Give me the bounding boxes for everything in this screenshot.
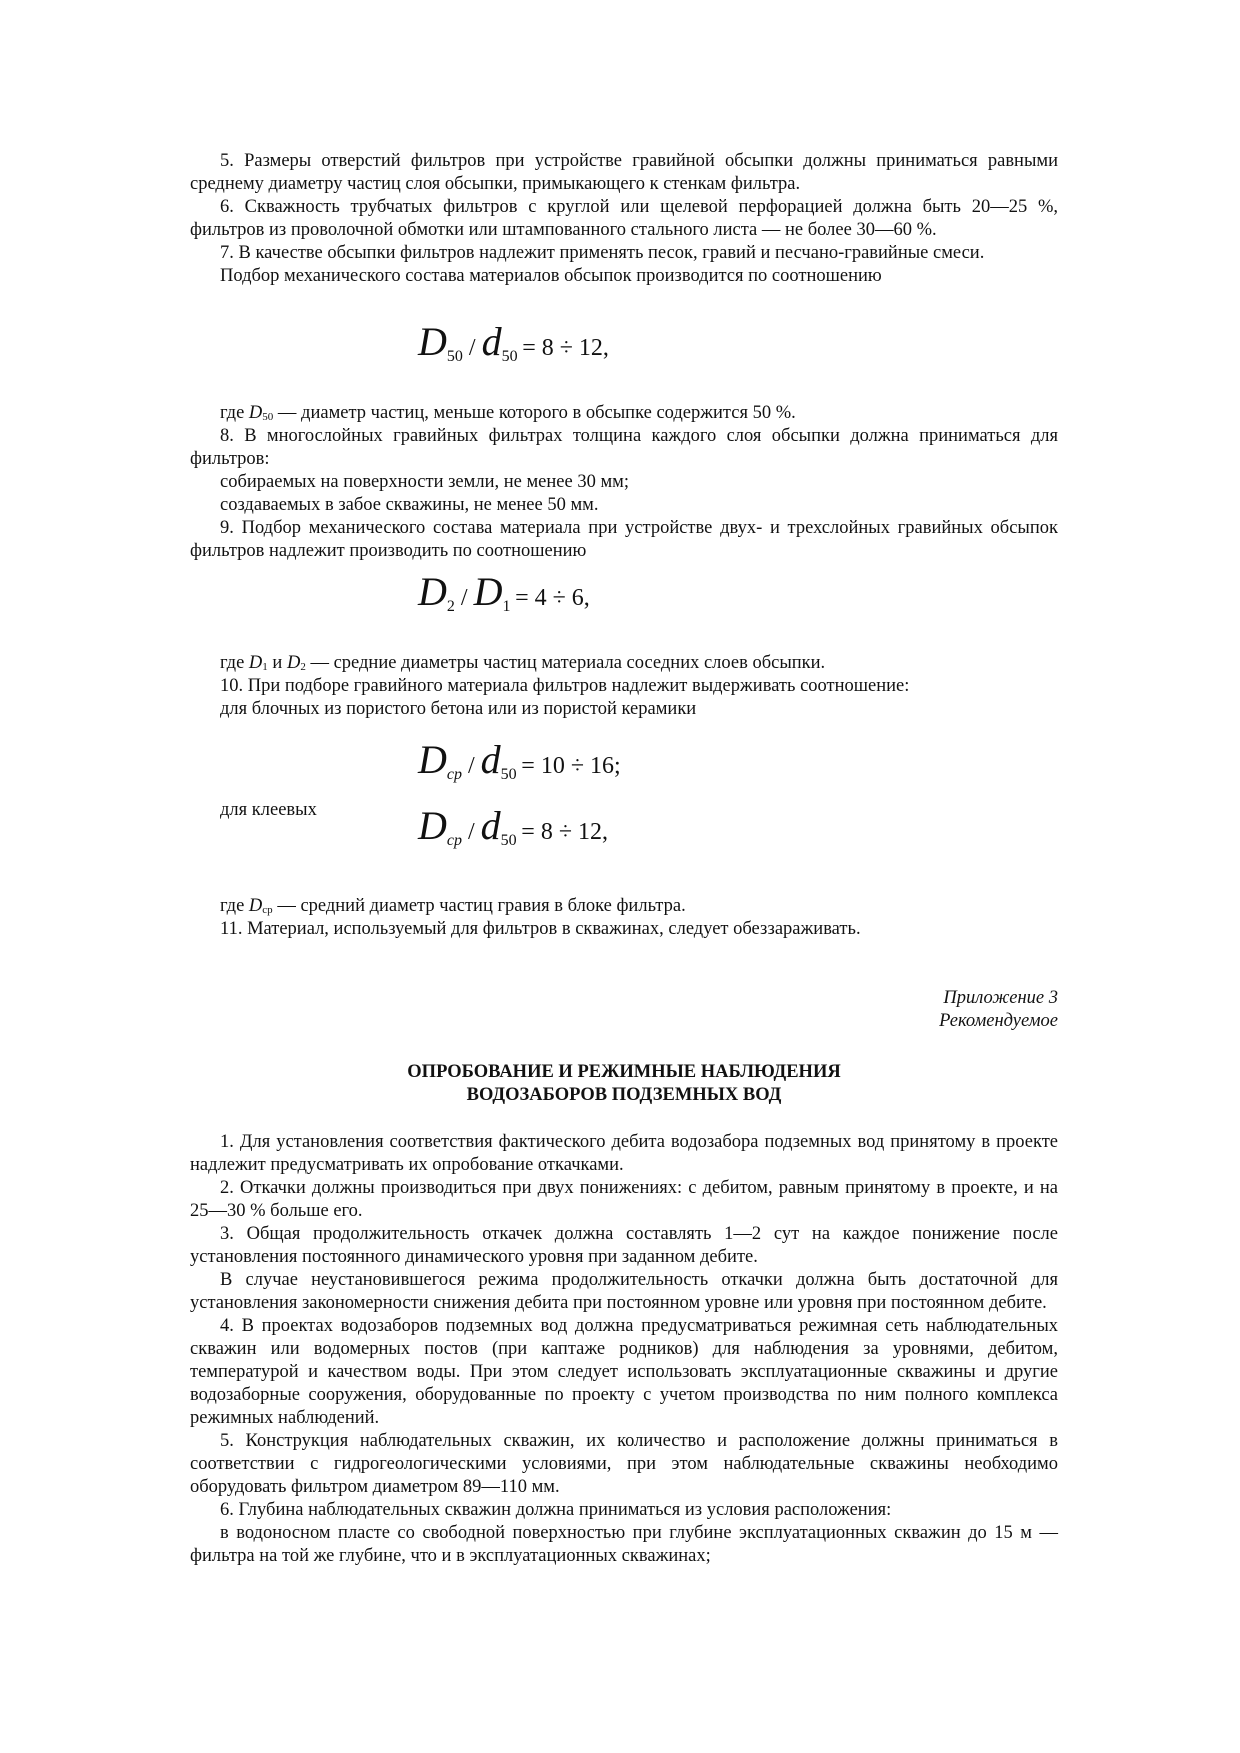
paragraph-item-7b: Подбор механического состава материалов обсыпок производится по соотношению xyxy=(220,266,882,286)
paragraph-item-10a: для блочных из пористого бетона или из пористой керамики xyxy=(220,699,697,719)
paragraph-item-10b: для клеевых xyxy=(220,800,317,820)
heading-line-2: ВОДОЗАБОРОВ ПОДЗЕМНЫХ ВОД xyxy=(466,1085,782,1105)
definition-text: — диаметр частиц, меньше которого в обсыпке содержится 50 %. xyxy=(273,403,796,423)
paragraph-item-6: 6. Скважность трубчатых фильтров с круглой или щелевой перфорацией должна быть 20—25 %, фильтров из проволочной обмотки или штампованного стального листа — не более 30—60 %. xyxy=(190,197,1058,240)
formula-symbol: D xyxy=(418,737,447,782)
formula-subscript: 1 xyxy=(502,598,511,615)
formula-subscript: ср xyxy=(446,832,462,849)
definition-d50 xyxy=(190,402,1058,425)
items-block-3 xyxy=(190,652,1058,721)
text-and: и xyxy=(267,653,287,673)
formula-subscript: 50 xyxy=(500,832,517,849)
paragraph-item-5: 5. Размеры отверстий фильтров при устройстве гравийной обсыпки должны приниматься равными среднему диаметру частиц слоя обсыпки, примыкающего к стенкам фильтра. xyxy=(190,151,1058,194)
section-item-5: 5. Конструкция наблюдательных скважин, их количество и расположение должны приниматься в соответствии с гидрогеологическими условиями, при этом наблюдательные скважины необходимо оборудовать фильтром диаметром 89—110 мм. xyxy=(190,1431,1058,1497)
section-item-3: 3. Общая продолжительность откачек должна составлять 1—2 сут на каждое понижение после установления постоянного динамического уровня при заданном дебите. xyxy=(190,1224,1058,1267)
section-item-3b: В случае неустановившегося режима продолжительность откачки должна быть достаточной для установления закономерности снижения дебита при постоянном уровне или уровня при постоянном дебите. xyxy=(190,1270,1058,1313)
appendix-status: Рекомендуемое xyxy=(939,1011,1058,1031)
section-heading xyxy=(190,1061,1058,1107)
paragraph-item-9: 9. Подбор механического состава материала при устройстве двух- и трехслойных гравийных обсыпок фильтров надлежит производить по соотношению xyxy=(190,518,1058,561)
section-item-4: 4. В проектах водозаборов подземных вод должна предусматриваться режимная сеть наблюдательных скважин или водомерных постов (при каптаже родников) для наблюдения за уровнями, дебитом, температурой и качеством воды. При этом следует использовать эксплуатационные скважины и другие водозаборные сооружения, оборудованные по проекту с учетом производства по ним полного комплекса режимных наблюдений. xyxy=(190,1316,1058,1428)
section-body xyxy=(190,1131,1058,1568)
formula-subscript: 50 xyxy=(446,348,463,365)
formula-symbol: d xyxy=(480,737,501,782)
formula-symbol: D xyxy=(418,569,447,614)
paragraph-item-7: 7. В качестве обсыпки фильтров надлежит применять песок, гравий и песчано-гравийные смеси. xyxy=(220,243,985,263)
items-block-4 xyxy=(190,895,1058,941)
symbol-d: D xyxy=(248,403,263,423)
items-block-1 xyxy=(190,150,1058,288)
formula-rhs: = 10 ÷ 16; xyxy=(521,753,621,779)
formula-subscript: 50 xyxy=(500,766,517,783)
section-item-1: 1. Для установления соответствия фактического дебита водозабора подземных вод принятому в проекте надлежит предусматривать их опробование откачками. xyxy=(190,1132,1058,1175)
heading-line-1: ОПРОБОВАНИЕ И РЕЖИМНЫЕ НАБЛЮДЕНИЯ xyxy=(407,1062,841,1082)
formula-slash: / xyxy=(460,585,468,611)
subscript: 1 xyxy=(262,661,268,673)
formula-3 xyxy=(418,737,621,786)
paragraph-item-8b: создаваемых в забое скважины, не менее 50 мм. xyxy=(220,495,599,515)
text-where: где xyxy=(220,896,249,916)
formula-rhs: = 4 ÷ 6, xyxy=(515,585,590,611)
formula-1 xyxy=(418,319,609,368)
formula-slash: / xyxy=(468,753,475,779)
subscript: ср xyxy=(262,904,273,916)
paragraph-item-8a: собираемых на поверхности земли, не менее 30 мм; xyxy=(220,472,630,492)
formula-slash: / xyxy=(468,335,476,361)
formula-symbol: D xyxy=(473,569,503,614)
subscript: 50 xyxy=(262,411,274,423)
formula-rhs: = 8 ÷ 12, xyxy=(522,335,609,361)
definition-dcp xyxy=(190,895,1058,918)
appendix-title: Приложение 3 xyxy=(943,988,1058,1008)
paragraph-item-11: 11. Материал, используемый для фильтров в скважинах, следует обеззараживать. xyxy=(220,919,861,939)
definition-d1-d2 xyxy=(190,652,1058,675)
formula-subscript: 50 xyxy=(501,348,518,365)
section-item-6a: в водоносном пласте со свободной поверхностью при глубине эксплуатационных скважин до 15 м — фильтра на той же глубине, что и в эксплуатационных скважинах; xyxy=(190,1523,1058,1566)
paragraph-item-10: 10. При подборе гравийного материала фильтров надлежит выдерживать соотношение: xyxy=(220,676,910,696)
subscript: 2 xyxy=(300,661,306,673)
text-where: где xyxy=(220,403,249,423)
symbol-d: D xyxy=(286,653,301,673)
formula-subscript: ср xyxy=(446,766,462,783)
formula-rhs: = 8 ÷ 12, xyxy=(521,819,609,845)
formula-symbol: D xyxy=(418,803,447,848)
paragraph-item-8: 8. В многослойных гравийных фильтрах толщина каждого слоя обсыпки должна приниматься для фильтров: xyxy=(190,426,1058,469)
section-item-2: 2. Откачки должны производиться при двух понижениях: с дебитом, равным принятому в проекте, и на 25—30 % больше его. xyxy=(190,1178,1058,1221)
symbol-d: D xyxy=(248,653,263,673)
definition-text: — средний диаметр частиц гравия в блоке фильтра. xyxy=(272,896,686,916)
items-block-2 xyxy=(190,402,1058,563)
appendix-label xyxy=(939,987,1058,1033)
formula-subscript: 2 xyxy=(446,598,455,615)
section-item-6: 6. Глубина наблюдательных скважин должна приниматься из условия расположения: xyxy=(220,1500,892,1520)
formula-4 xyxy=(418,803,609,852)
definition-text: — средние диаметры частиц материала соседних слоев обсыпки. xyxy=(305,653,826,673)
formula-symbol: d xyxy=(480,803,501,848)
formula-2 xyxy=(418,569,590,618)
formula-slash: / xyxy=(468,819,475,845)
symbol-d: D xyxy=(248,896,263,916)
formula-symbol: d xyxy=(481,319,502,364)
text-where: где xyxy=(220,653,249,673)
formula-symbol: D xyxy=(418,319,447,364)
